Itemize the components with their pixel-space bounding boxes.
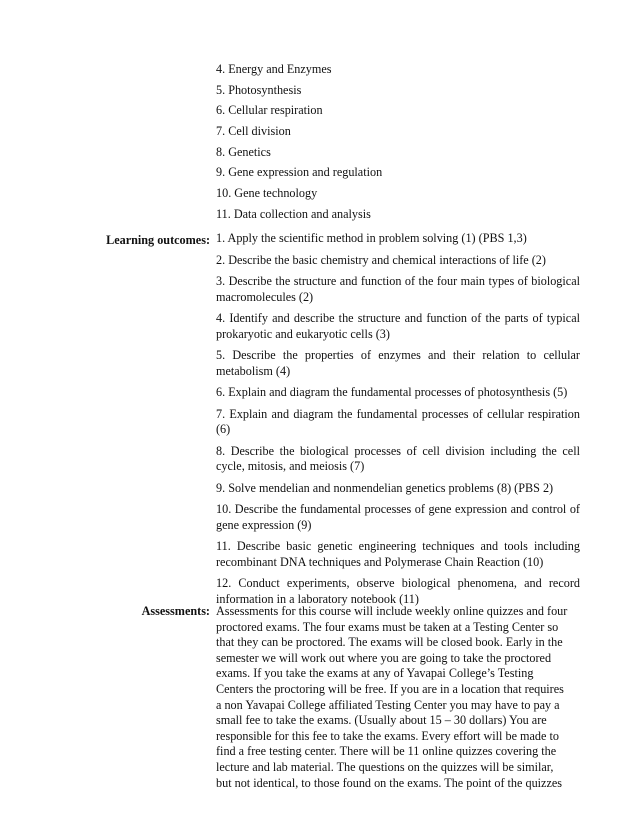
- outcome-item: 5. Describe the properties of enzymes and their relation to cellular metabolism (4): [216, 348, 580, 378]
- outcome-item: 9. Solve mendelian and nonmendelian genetics problems (8) (PBS 2): [216, 480, 554, 495]
- assessments-line: proctored exams. The four exams must be taken at a Testing Center so: [216, 619, 559, 634]
- outcome-item: 3. Describe the structure and function of the four main types of biological macromolecules (2): [216, 274, 580, 304]
- topic-item: 10. Gene technology: [216, 186, 318, 200]
- topic-item: 9. Gene expression and regulation: [216, 165, 383, 179]
- outcome-item: 12. Conduct experiments, observe biological phenomena, and record information in a laboratory notebook (11): [216, 576, 580, 606]
- assessments-paragraph: [216, 604, 580, 791]
- assessments-line: find a free testing center. There will be 11 online quizzes covering the: [216, 744, 557, 759]
- outcome-item: 7. Explain and diagram the fundamental processes of cellular respiration (6): [216, 406, 580, 436]
- topic-item: 8. Genetics: [216, 145, 271, 159]
- assessments-line: lecture and lab material. The questions on the quizzes will be similar,: [216, 759, 554, 774]
- outcome-item: 8. Describe the biological processes of cell division including the cell cycle, mitosis, and meiosis (7): [216, 443, 580, 473]
- assessments-line: exams. If you take the exams at any of Yavapai College’s Testing: [216, 666, 534, 681]
- assessments-label: Assessments:: [141, 604, 210, 618]
- outcome-item: 1. Apply the scientific method in problem solving (1) (PBS 1,3): [216, 231, 527, 245]
- assessments-line: Assessments for this course will include weekly online quizzes and four: [216, 604, 568, 618]
- topic-item: 6. Cellular respiration: [216, 103, 323, 117]
- outcome-item: 6. Explain and diagram the fundamental processes of photosynthesis (5): [216, 385, 568, 399]
- outcome-item: 4. Identify and describe the structure and function of the parts of typical prokaryotic and eukaryotic cells (3): [216, 311, 580, 341]
- topic-item: 11. Data collection and analysis: [216, 207, 371, 221]
- outcome-item: 2. Describe the basic chemistry and chemical interactions of life (2): [216, 252, 546, 267]
- assessments-line: semester we will work out where you are going to take the proctored: [216, 650, 552, 665]
- assessments-line: small fee to take the exams. (Usually about 15 – 30 dollars) You are: [216, 713, 547, 728]
- outcome-item: 10. Describe the fundamental processes of gene expression and control of gene expression (9): [216, 502, 580, 532]
- assessments-line: a non Yavapai College affiliated Testing Center you may have to pay a: [216, 697, 560, 712]
- assessments-line: responsible for this fee to take the exams. Every effort will be made to: [216, 728, 559, 743]
- assessments-line: that they can be proctored. The exams will be closed book. Early in the: [216, 635, 563, 650]
- learning-outcomes-label: Learning outcomes:: [106, 233, 210, 247]
- outcome-item: 11. Describe basic genetic engineering techniques and tools including recombinant DNA techniques and Polymerase Chain Reaction (10): [216, 539, 580, 569]
- learning-outcomes-list: [216, 231, 580, 613]
- topic-item: 5. Photosynthesis: [216, 83, 302, 97]
- topic-item: 7. Cell division: [216, 124, 291, 138]
- assessments-line: Centers the proctoring will be free. If you are in a location that requires: [216, 681, 564, 696]
- topic-item: 4. Energy and Enzymes: [216, 62, 332, 76]
- assessments-line: but not identical, to those found on the exams. The point of the quizzes: [216, 775, 563, 790]
